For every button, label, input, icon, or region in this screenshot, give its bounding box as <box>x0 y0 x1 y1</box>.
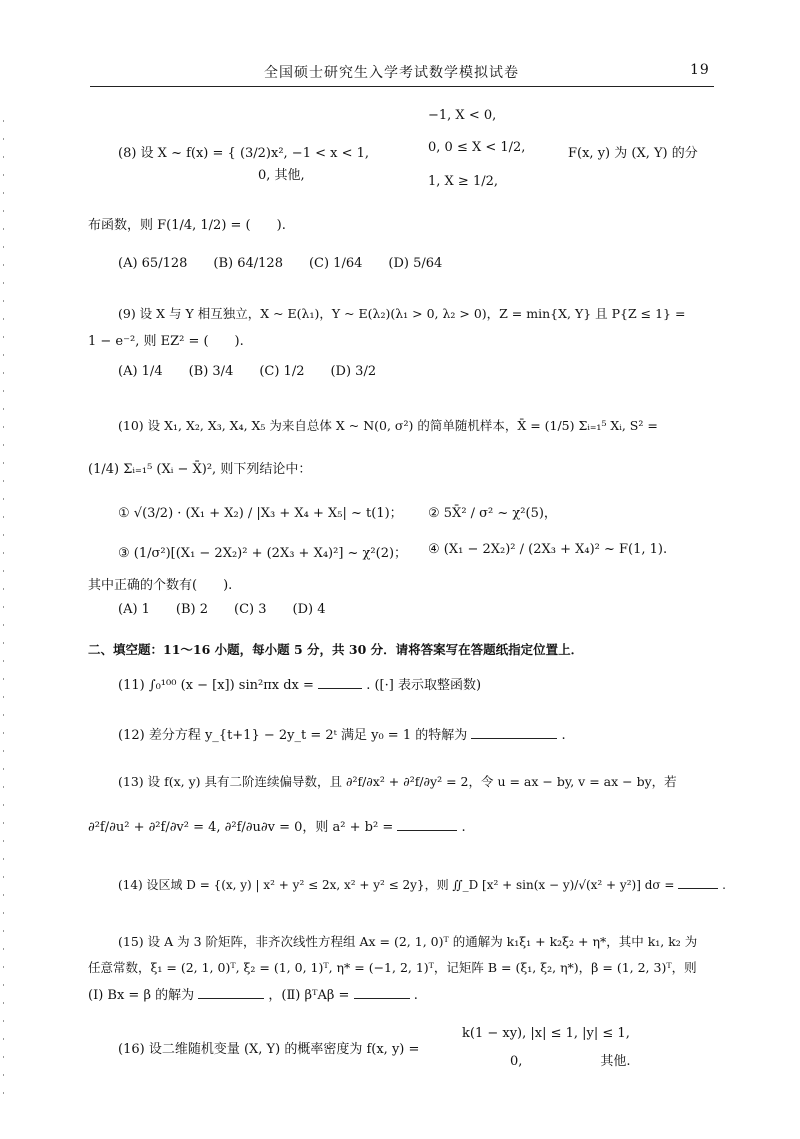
q12-tail: . <box>561 728 566 743</box>
q15-part1: (Ⅰ) Bx = β 的解为 <box>88 988 195 1003</box>
q12-text <box>118 724 566 743</box>
q13-line2-wrap <box>88 816 466 835</box>
q14-text: (14) 设区域 D = {(x, y) | x² + y² ≤ 2x, x² + y² ≤ 2y}，则 ∬_D [x² + sin(x − y)/√(x² + y²)] dσ = <box>118 878 675 892</box>
q13-line1: (13) 设 f(x, y) 具有二阶连续偏导数，且 ∂²f/∂x² + ∂²f/∂y² = 2，令 u = ax − by, v = ax − by，若 <box>118 774 677 789</box>
q8-options: (A) 65/128 (B) 64/128 (C) 1/64 (D) 5/64 <box>118 256 443 271</box>
page-number: 19 <box>690 62 710 78</box>
q15-part2: ，(Ⅱ) βᵀAβ = <box>268 988 350 1003</box>
q9-options: (A) 1/4 (B) 3/4 (C) 1/2 (D) 3/2 <box>118 364 377 379</box>
q11-tail: . ([·] 表示取整函数) <box>366 678 482 693</box>
q10-item3: ③ (1/σ²)[(X₁ − 2X₂)² + (2X₃ + X₄)²] ~ χ²(2)； <box>118 546 408 561</box>
q8-line1: (8) 设 X ~ f(x) = { (3/2)x², −1 < x < 1, <box>118 146 370 161</box>
q10-options: (A) 1 (B) 2 (C) 3 (D) 4 <box>118 602 326 617</box>
q13-tail: . <box>461 820 466 835</box>
q8-y-def-1: −1, X < 0, <box>428 108 497 123</box>
q14-wrap <box>118 876 726 893</box>
q11-text <box>118 674 481 693</box>
q11-question: (11) ∫₀¹⁰⁰ (x − [x]) sin²πx dx = <box>118 678 314 693</box>
q8-tail: F(x, y) 为 (X, Y) 的分 <box>568 146 698 161</box>
q10-line2: (1/4) Σᵢ₌₁⁵ (Xᵢ − X̄)², 则下列结论中： <box>88 462 312 477</box>
q12-answer-blank[interactable] <box>471 738 557 739</box>
q15-line1: (15) 设 A 为 3 阶矩阵，非齐次线性方程组 Ax = (2, 1, 0)ᵀ 的通解为 k₁ξ₁ + k₂ξ₂ + η*，其中 k₁, k₂ 为 <box>118 934 698 949</box>
q14-answer-blank[interactable] <box>678 888 718 889</box>
q8-y-def-2: 0, 0 ≤ X < 1/2, <box>428 140 526 155</box>
q13-answer-blank[interactable] <box>397 830 457 831</box>
q10-item1: ① √(3/2) · (X₁ + X₂) / |X₃ + X₄ + X₅| ~ t(1)； <box>118 506 403 521</box>
q8-line2: 布函数，则 F(1/4, 1/2) = ( ). <box>88 218 286 233</box>
q9-line2: 1 − e⁻², 则 EZ² = ( ). <box>88 334 244 349</box>
q14-tail: . <box>722 878 726 892</box>
scan-edge-marks <box>3 120 4 1100</box>
q12-question: (12) 差分方程 y_{t+1} − 2y_t = 2ᵗ 满足 y₀ = 1 的特解为 <box>118 728 468 743</box>
q11-answer-blank[interactable] <box>318 688 362 689</box>
q16-text: (16) 设二维随机变量 (X, Y) 的概率密度为 f(x, y) = <box>118 1042 420 1057</box>
q10-item2: ② 5X̄² / σ² ~ χ²(5)， <box>428 506 557 521</box>
header-rule <box>90 86 714 87</box>
q10-line3: 其中正确的个数有( ). <box>88 578 233 593</box>
q10-item4: ④ (X₁ − 2X₂)² / (2X₃ + X₄)² ~ F(1, 1). <box>428 542 668 557</box>
q15-answer-blank-2[interactable] <box>354 998 410 999</box>
q8-y-def-3: 1, X ≥ 1/2, <box>428 174 499 189</box>
q10-line1: (10) 设 X₁, X₂, X₃, X₄, X₅ 为来自总体 X ~ N(0, σ²) 的简单随机样本，X̄ = (1/5) Σᵢ₌₁⁵ Xᵢ, S² = <box>118 418 658 433</box>
q13-line2: ∂²f/∂u² + ∂²f/∂v² = 4, ∂²f/∂u∂v = 0，则 a² + b² = <box>88 820 394 835</box>
page-header-title: 全国硕士研究生入学考试数学模拟试卷 <box>264 65 519 81</box>
q8-line1b: 0, 其他, <box>258 168 305 183</box>
q15-answer-blank-1[interactable] <box>198 998 264 999</box>
q16-case2: 0, 其他. <box>510 1054 631 1069</box>
q15-line3 <box>88 984 418 1003</box>
q16-case1: k(1 − xy), |x| ≤ 1, |y| ≤ 1, <box>462 1026 630 1041</box>
section2-heading: 二、填空题：11～16 小题，每小题 5 分，共 30 分．请将答案写在答题纸指定位置上． <box>88 642 584 657</box>
q15-line2: 任意常数，ξ₁ = (2, 1, 0)ᵀ, ξ₂ = (1, 0, 1)ᵀ, η* = (−1, 2, 1)ᵀ，记矩阵 B = (ξ₁, ξ₂, η*)，β = (1, 2, 3)ᵀ，则 <box>88 960 697 975</box>
q15-tail: . <box>413 988 418 1003</box>
q9-line1: (9) 设 X 与 Y 相互独立，X ~ E(λ₁)，Y ~ E(λ₂)(λ₁ > 0, λ₂ > 0)，Z = min{X, Y} 且 P{Z ≤ 1} = <box>118 306 686 321</box>
